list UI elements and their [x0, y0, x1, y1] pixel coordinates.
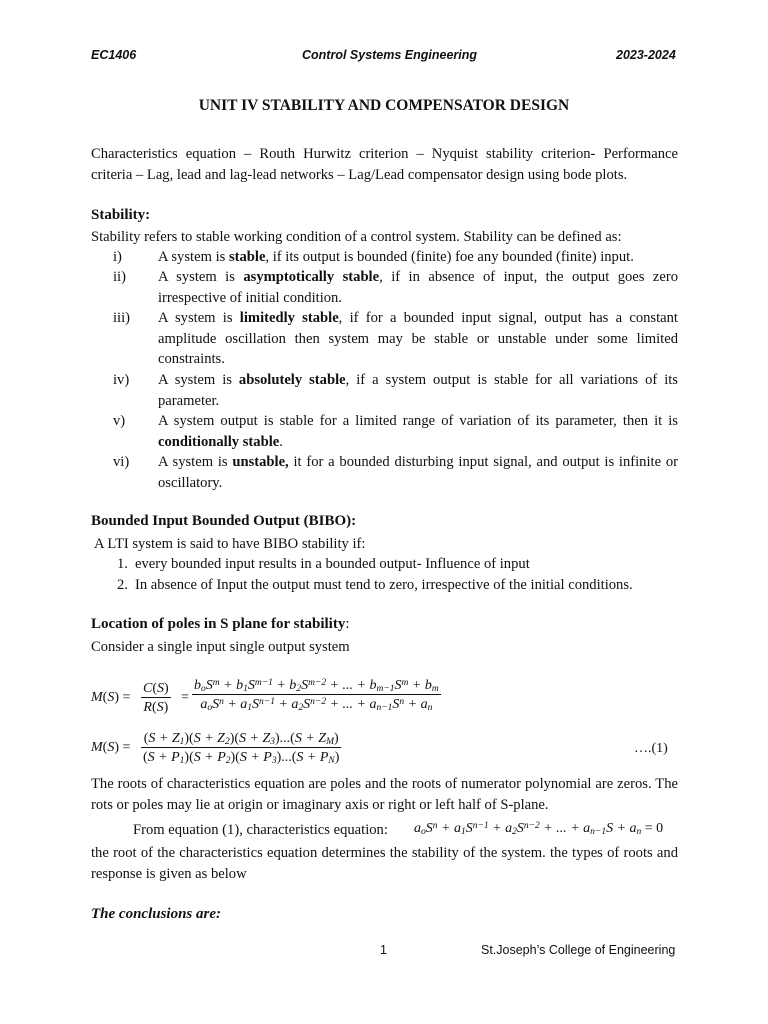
item-number: vi): [113, 454, 130, 470]
syllabus-paragraph: Characteristics equation – Routh Hurwitz criterion – Nyquist stability criterion- Performance criteria – Lag, lead and lag-lead networks – Lag/Lead compensator design using bode plots.: [91, 146, 678, 183]
item-number: iii): [113, 310, 131, 326]
bibo-intro: A LTI system is said to have BIBO stability if:: [94, 536, 366, 552]
course-subject: Control Systems Engineering: [302, 48, 478, 62]
bibo-item: 1. every bounded input results in a bounded output- Influence of input: [117, 556, 530, 572]
unit-title: UNIT IV STABILITY AND COMPENSATOR DESIGN: [198, 97, 570, 114]
poles-intro: Consider a single input single output system: [91, 639, 350, 655]
college-name: St.Joseph’s College of Engineering: [481, 943, 676, 957]
characteristic-equation: $a_oS^n + a_1S^{n-1} + a_2S^{n-2}$ + ... + $a_{n-1}S + a_n = 0$: [414, 821, 664, 837]
item-text: A system is absolutely stable, if a system output is stable for all variations of its parameter.: [158, 372, 678, 409]
item-number: i): [113, 249, 122, 265]
page-number: 1: [380, 943, 387, 957]
item-text: A system output is stable for a limited range of variation of its parameter, then it is conditionally stable.: [158, 413, 678, 450]
item-number: ii): [113, 269, 126, 285]
poles-heading: Location of poles in S plane for stability:: [91, 616, 350, 632]
poles-paragraph: The roots of characteristics equation are poles and the roots of numerator polynomial are zeros. The rots or poles may lie at origin or imaginary axis or right or left half of S-plane.: [91, 776, 678, 813]
item-text: A system is stable, if its output is bounded (finite) foe any bounded (finite) input.: [158, 249, 634, 265]
conclusions-heading: The conclusions are:: [91, 906, 222, 922]
item-text: A system is limitedly stable, if for a bounded input signal, output has a constant amplitude oscillation then system may be stable or unstable under some limited constraints.: [158, 310, 678, 367]
item-text: A system is unstable, it for a bounded disturbing input signal, and output is infinite or oscillatory.: [158, 454, 679, 491]
course-code: EC1406: [91, 48, 137, 62]
stability-intro: Stability refers to stable working condition of a control system. Stability can be defined as:: [91, 229, 622, 245]
item-text: A system is asymptotically stable, if in absence of input, the output goes zero irrespective of initial condition.: [158, 269, 679, 306]
item-number: v): [113, 413, 126, 429]
bibo-heading: Bounded Input Bounded Output (BIBO):: [91, 513, 357, 529]
equation-number: ….(1): [634, 741, 668, 756]
academic-year: 2023-2024: [616, 48, 676, 62]
char-eq-intro: From equation (1), characteristics equation:: [133, 822, 388, 838]
stability-heading: Stability:: [91, 207, 151, 223]
item-number: iv): [113, 372, 130, 388]
bibo-item: 2. In absence of Input the output must tend to zero, irrespective of the initial conditions.: [117, 577, 633, 593]
roots-paragraph: the root of the characteristics equation determines the stability of the system. the types of roots and response is given as below: [91, 845, 678, 882]
